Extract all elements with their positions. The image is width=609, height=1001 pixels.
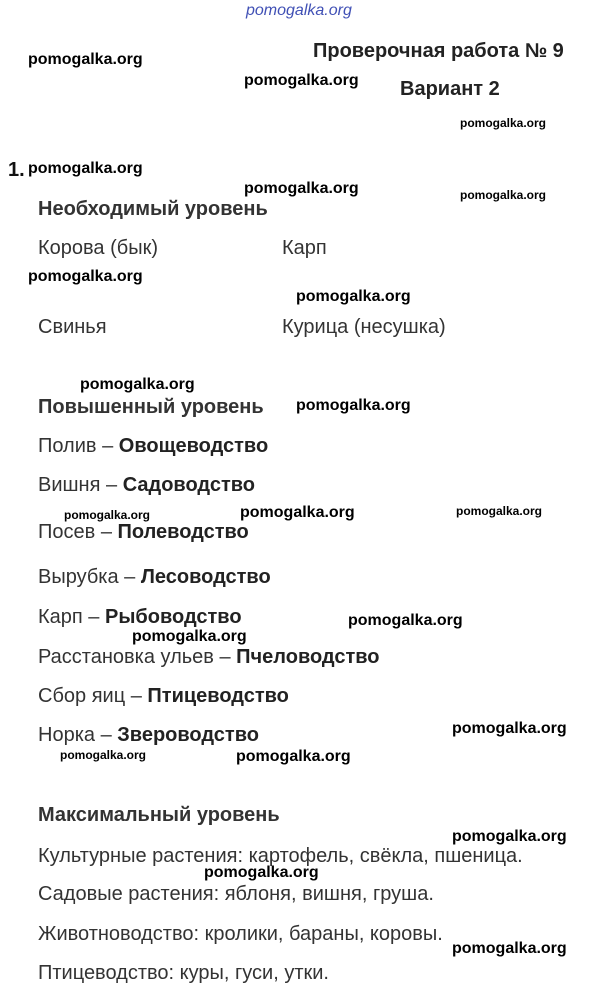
watermark: pomogalka.org — [460, 116, 547, 130]
term: Сбор яиц — [38, 685, 126, 707]
answer: Садоводство — [122, 474, 255, 496]
required-level-heading: Необходимый уровень — [38, 198, 268, 220]
dash: – — [219, 646, 231, 668]
watermark: pomogalka.org — [80, 376, 195, 393]
term: Полив — [38, 435, 97, 457]
advanced-answer-row — [38, 646, 380, 669]
maximum-answer-line: Садовые растения: яблоня, вишня, груша. — [38, 883, 434, 905]
watermark: pomogalka.org — [296, 288, 411, 305]
advanced-answer-row — [38, 606, 242, 629]
dash: – — [100, 521, 112, 543]
watermark: pomogalka.org — [236, 748, 351, 765]
dash: – — [102, 435, 114, 457]
variant-label: Вариант 2 — [400, 78, 500, 100]
advanced-answer-row — [38, 724, 259, 747]
maximum-answer-line: Животноводство: кролики, бараны, коровы. — [38, 923, 443, 945]
worksheet-title: Проверочная работа № 9 — [313, 40, 564, 62]
watermark: pomogalka.org — [28, 51, 143, 68]
answer: Звероводство — [117, 724, 259, 746]
answer: Рыбоводство — [104, 606, 242, 628]
answer: Овощеводство — [118, 435, 269, 457]
watermark: pomogalka.org — [60, 748, 147, 762]
advanced-answer-row — [38, 566, 271, 589]
watermark: pomogalka.org — [204, 864, 319, 881]
term: Вишня — [38, 474, 101, 496]
watermark: pomogalka.org — [244, 72, 359, 89]
watermark: pomogalka.org — [348, 612, 463, 629]
required-answer: Курица (несушка) — [282, 316, 446, 338]
maximum-answer-line: Культурные растения: картофель, свёкла, пшеница. — [38, 845, 523, 867]
watermark: pomogalka.org — [452, 828, 567, 845]
required-answer: Корова (бык) — [38, 237, 158, 259]
dash: – — [130, 685, 142, 707]
task-number: 1. — [8, 159, 25, 181]
answer: Лесоводство — [140, 566, 271, 588]
advanced-answer-row — [38, 521, 249, 544]
watermark: pomogalka.org — [460, 188, 547, 202]
term: Расстановка ульев — [38, 646, 214, 668]
watermark: pomogalka.org — [296, 397, 411, 414]
term: Карп — [38, 606, 83, 628]
term: Вырубка — [38, 566, 119, 588]
maximum-level-heading: Максимальный уровень — [38, 804, 280, 826]
watermark: pomogalka.org — [452, 720, 567, 737]
required-answer: Свинья — [38, 316, 107, 338]
watermark: pomogalka.org — [244, 180, 359, 197]
dash: – — [88, 606, 100, 628]
advanced-answer-row — [38, 435, 268, 458]
required-answer: Карп — [282, 237, 327, 259]
advanced-answer-row — [38, 474, 255, 497]
maximum-answer-line: Птицеводство: куры, гуси, утки. — [38, 962, 329, 984]
answer: Пчеловодство — [236, 646, 380, 668]
dash: – — [100, 724, 112, 746]
dash: – — [106, 474, 118, 496]
watermark: pomogalka.org — [240, 504, 355, 521]
advanced-answer-row — [38, 685, 289, 708]
dash: – — [124, 566, 136, 588]
watermark: pomogalka.org — [456, 504, 543, 518]
watermark: pomogalka.org — [132, 628, 247, 645]
watermark: pomogalka.org — [28, 268, 143, 285]
term: Посев — [38, 521, 96, 543]
watermark: pomogalka.org — [64, 508, 151, 522]
watermark-top: pomogalka.org — [246, 2, 352, 19]
term: Норка — [38, 724, 96, 746]
watermark: pomogalka.org — [452, 940, 567, 957]
answer: Птицеводство — [147, 685, 289, 707]
watermark: pomogalka.org — [28, 160, 143, 177]
answer: Полеводство — [117, 521, 249, 543]
advanced-level-heading: Повышенный уровень — [38, 396, 264, 418]
